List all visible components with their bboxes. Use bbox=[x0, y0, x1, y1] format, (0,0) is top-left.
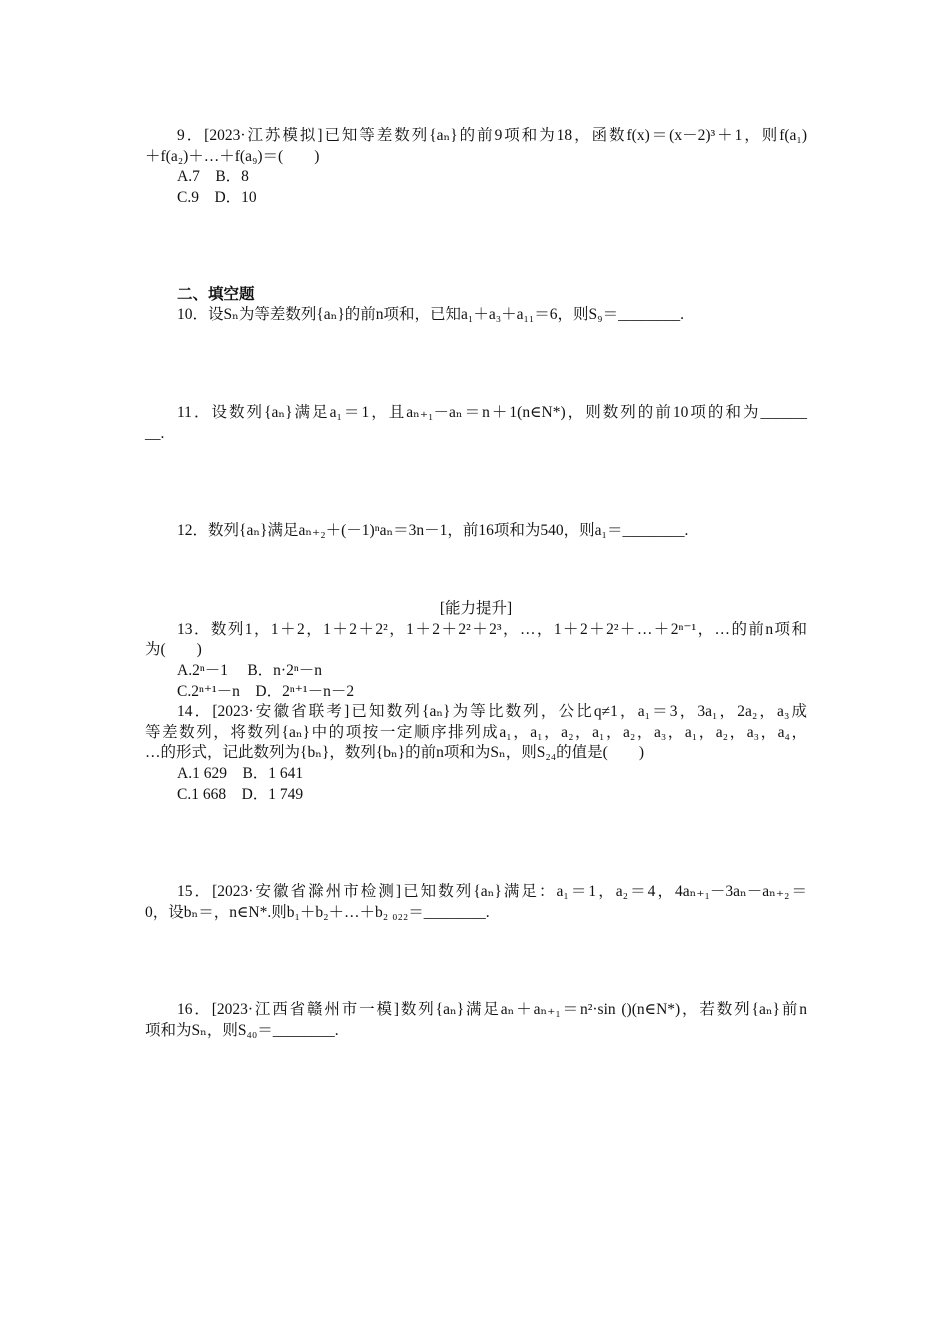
section-heading-fill-blank: 二、填空题 bbox=[177, 286, 255, 303]
q11-line-1: 11．设数列{aₙ}满足a₁＝1，且aₙ₊₁－aₙ＝n＋1(n∈N*)，则数列的前10项的和为______ bbox=[177, 404, 807, 421]
q14-line-3: …的形式，记此数列为{bₙ}，数列{bₙ}的前n项和为Sₙ，则S₂₄的值是( ) bbox=[145, 744, 644, 761]
q13-options-cd: C.2ⁿ⁺¹－n D．2ⁿ⁺¹－n－2 bbox=[177, 683, 355, 700]
q9-line-2: ＋f(a₂)＋…＋f(a₉)＝( ) bbox=[145, 148, 320, 165]
q14-options-ab: A.1 629 B．1 641 bbox=[177, 765, 304, 782]
q15-line-2: 0，设bₙ＝，n∈N*.则b₁＋b₂＋…＋b₂ ₀₂₂＝________. bbox=[145, 904, 490, 921]
section-heading-ability: [能力提升] bbox=[439, 600, 513, 617]
question-12: 12．数列{aₙ}满足aₙ₊₂＋(－1)ⁿaₙ＝3n－1，前16项和为540，则a₁＝________. bbox=[177, 522, 689, 539]
q15-line-1: 15．[2023·安徽省滁州市检测]已知数列{aₙ}满足：a₁＝1，a₂＝4，4aₙ₊₁－3aₙ－aₙ₊₂＝ bbox=[177, 883, 807, 900]
q9-options-cd: C.9 D．10 bbox=[177, 189, 257, 206]
q9-line-1: 9．[2023·江苏模拟]已知等差数列{aₙ}的前9项和为18，函数f(x)＝(x－2)³＋1，则f(a₁) bbox=[177, 127, 807, 144]
q9-options-ab: A.7 B．8 bbox=[177, 168, 249, 185]
q16-line-1: 16．[2023·江西省赣州市一模]数列{aₙ}满足aₙ＋aₙ₊₁＝n²·sin ()(n∈N*)，若数列{aₙ}前n bbox=[177, 1001, 807, 1018]
q14-line-1: 14．[2023·安徽省联考]已知数列{aₙ}为等比数列，公比q≠1，a₁＝3，3a₁，2a₂，a₃成 bbox=[177, 703, 807, 720]
q13-line-1: 13．数列1，1＋2，1＋2＋2²，1＋2＋2²＋2³，…，1＋2＋2²＋…＋2ⁿ⁻¹，…的前n项和 bbox=[177, 621, 807, 638]
q13-options-ab: A.2ⁿ－1 B．n·2ⁿ－n bbox=[177, 662, 322, 679]
q14-line-2: 等差数列，将数列{aₙ}中的项按一定顺序排列成a₁，a₁，a₂，a₁，a₂，a₃，a₁，a₂，a₃，a₄， bbox=[145, 724, 807, 741]
q13-line-2: 为( ) bbox=[145, 641, 202, 658]
q11-line-2: __. bbox=[145, 425, 165, 442]
q16-line-2: 项和为Sₙ，则S₄₀＝________. bbox=[145, 1022, 339, 1039]
q14-options-cd: C.1 668 D．1 749 bbox=[177, 786, 304, 803]
question-10: 10．设Sₙ为等差数列{aₙ}的前n项和，已知a₁＋a₃＋a₁₁＝6，则S₉＝________. bbox=[177, 306, 684, 323]
